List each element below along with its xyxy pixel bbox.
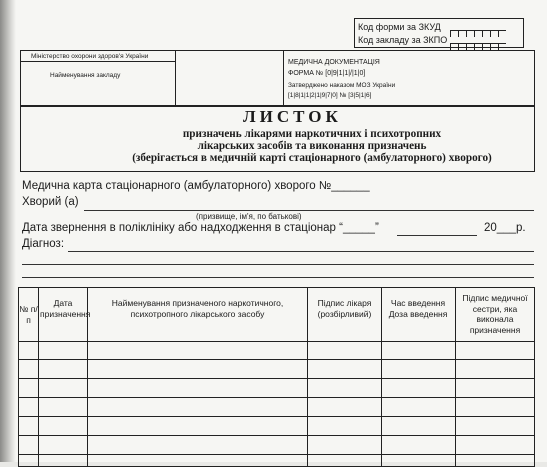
ministry-text: Міністерство охорони здоров'я України bbox=[31, 53, 149, 60]
zkud-cells[interactable] bbox=[450, 24, 506, 31]
zkpo-cells[interactable] bbox=[450, 37, 506, 44]
medical-card-field[interactable]: Медична карта стаціонарного (амбулаторного) хворого №______ bbox=[22, 180, 370, 192]
table-row[interactable] bbox=[18, 435, 535, 436]
table-row[interactable] bbox=[18, 378, 535, 379]
table-row[interactable] bbox=[18, 454, 535, 455]
subtitle-line-2: лікарських засобів та виконання призначень bbox=[197, 140, 427, 152]
col-nurse-signature-header: Підпис медичної сестри, яка виконала призначення bbox=[462, 293, 528, 335]
diagnosis-line-1[interactable] bbox=[68, 251, 534, 252]
patient-hint: (призвище, ім'я, по батькові) bbox=[196, 212, 302, 221]
approved-date: [1|8|1|1|2|1|9|7|0] № [3|5|1|6] bbox=[288, 92, 372, 99]
diagnosis-label: Діагноз: bbox=[22, 238, 65, 250]
subtitle-line-1: призначень лікарями наркотичних і психотропних bbox=[182, 128, 442, 140]
date-field[interactable]: Дата звернення в поліклініку або надходження в стаціонар “_____” bbox=[22, 222, 379, 234]
doc-type: МЕДИЧНА ДОКУМЕНТАЦІЯ bbox=[288, 59, 380, 66]
form-number: ФОРМА № [0|9|1|1|/|1|0] bbox=[288, 70, 366, 77]
col-time-dose-header: Час введення Доза введення bbox=[388, 298, 448, 319]
subtitle-line-3: (зберігається в медичній карті стаціонарного (амбулаторного) хворого) bbox=[132, 152, 492, 164]
page-shadow bbox=[0, 0, 16, 462]
table-row[interactable] bbox=[18, 359, 535, 360]
col-date-header: Дата призначення bbox=[40, 298, 91, 319]
date-year: 20___р. bbox=[484, 222, 526, 234]
diagnosis-line-3[interactable] bbox=[22, 277, 534, 278]
date-month-line[interactable] bbox=[397, 235, 477, 236]
form-title: ЛИСТОК bbox=[243, 107, 342, 126]
col-number-header: № п/п bbox=[19, 304, 38, 325]
col-doctor-signature-header: Підпис лікаря (розбірливий) bbox=[317, 298, 372, 319]
table-row[interactable] bbox=[18, 416, 535, 417]
patient-input-line[interactable] bbox=[84, 210, 534, 211]
col-drug-header: Найменування призначеного наркотичного, психотропного лікарського засобу bbox=[111, 298, 284, 319]
patient-label: Хворий (а) bbox=[22, 196, 79, 208]
approved-text: Затверджено наказом МОЗ України bbox=[288, 82, 396, 89]
zkud-label: Код форми за ЗКУД bbox=[358, 22, 441, 32]
diagnosis-line-2[interactable] bbox=[22, 264, 534, 265]
institution-label: Найменування закладу bbox=[50, 72, 121, 79]
table-row[interactable] bbox=[18, 397, 535, 398]
zkpo-label: Код закладу за ЗКПО bbox=[358, 35, 448, 45]
